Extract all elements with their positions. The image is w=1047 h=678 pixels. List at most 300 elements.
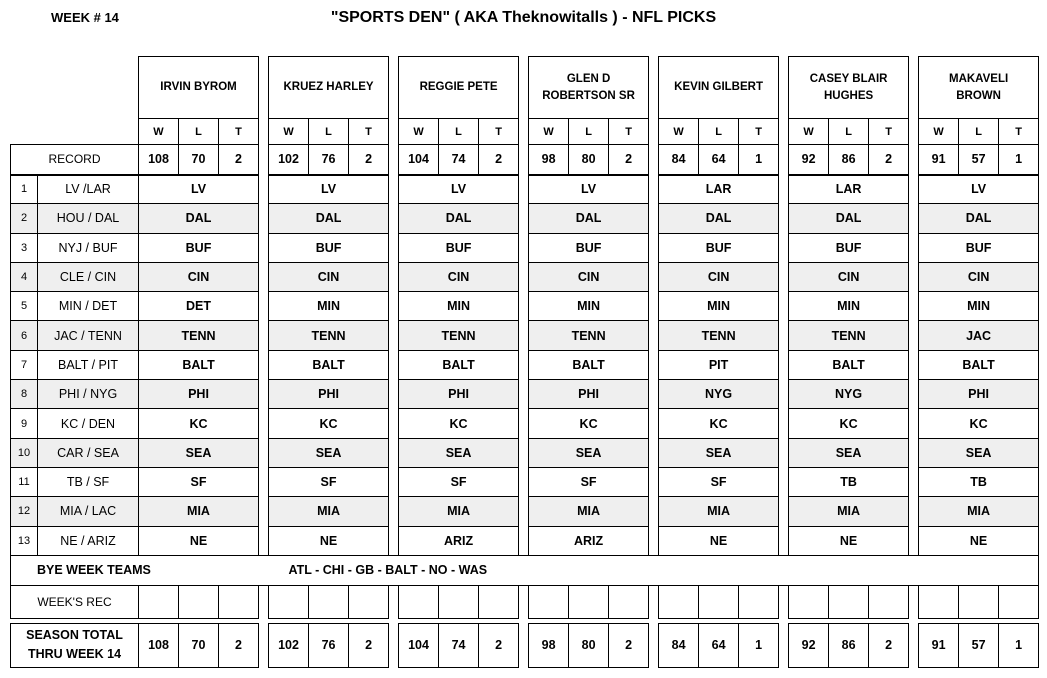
column-divider	[649, 204, 659, 233]
pick-cell: BUF	[659, 233, 779, 262]
pick-cell: NYG	[659, 380, 779, 409]
pick-cell: SF	[269, 467, 389, 496]
bye-week-label: BYE WEEK TEAMS	[11, 555, 139, 585]
column-divider	[649, 380, 659, 409]
game-matchup: MIN / DET	[38, 292, 139, 321]
column-divider	[779, 526, 789, 555]
column-divider	[519, 204, 529, 233]
weeks-rec-cell	[959, 585, 999, 618]
wlt-header: W	[789, 119, 829, 145]
game-matchup: NE / ARIZ	[38, 526, 139, 555]
column-divider	[389, 145, 399, 175]
season-total-value: 91	[919, 623, 959, 667]
pick-cell: MIA	[659, 497, 779, 526]
week-number: WEEK # 14	[51, 10, 119, 25]
pick-cell: MIN	[919, 292, 1039, 321]
season-total-value: 2	[479, 623, 519, 667]
column-divider	[389, 409, 399, 438]
pick-cell: TB	[919, 467, 1039, 496]
weeks-rec-cell	[399, 585, 439, 618]
game-number: 8	[11, 380, 38, 409]
pick-cell: NE	[139, 526, 259, 555]
weeks-rec-cell	[349, 585, 389, 618]
wlt-header: T	[869, 119, 909, 145]
pick-cell: KC	[399, 409, 519, 438]
column-divider	[649, 467, 659, 496]
column-divider	[779, 467, 789, 496]
column-divider	[779, 145, 789, 175]
column-divider	[259, 175, 269, 204]
weeks-rec-cell	[479, 585, 519, 618]
season-total-value: 2	[349, 623, 389, 667]
pick-cell: DAL	[399, 204, 519, 233]
column-divider	[779, 497, 789, 526]
column-divider	[519, 467, 529, 496]
pick-cell: DET	[139, 292, 259, 321]
column-divider	[259, 497, 269, 526]
pick-cell: CIN	[399, 262, 519, 291]
pick-cell: MIA	[399, 497, 519, 526]
season-total-value: 102	[269, 623, 309, 667]
weeks-rec-cell	[829, 585, 869, 618]
column-divider	[389, 204, 399, 233]
wlt-header: L	[569, 119, 609, 145]
column-divider	[519, 321, 529, 350]
column-divider	[779, 623, 789, 667]
pick-cell: KC	[919, 409, 1039, 438]
column-divider	[779, 438, 789, 467]
column-divider	[649, 119, 659, 145]
player-name-7: MAKAVELI BROWN	[919, 57, 1039, 119]
wlt-header: W	[269, 119, 309, 145]
column-divider	[909, 585, 919, 618]
season-total-value: 2	[219, 623, 259, 667]
wlt-header: L	[959, 119, 999, 145]
record-value: 70	[179, 145, 219, 175]
pick-cell: DAL	[139, 204, 259, 233]
column-divider	[779, 175, 789, 204]
pick-cell: MIN	[659, 292, 779, 321]
record-value: 2	[219, 145, 259, 175]
column-divider	[649, 292, 659, 321]
pick-cell: LV	[139, 175, 259, 204]
column-divider	[649, 526, 659, 555]
column-divider	[649, 262, 659, 291]
column-divider	[389, 623, 399, 667]
column-divider	[519, 233, 529, 262]
column-divider	[779, 233, 789, 262]
pick-cell: NYG	[789, 380, 909, 409]
record-value: 80	[569, 145, 609, 175]
game-matchup: CLE / CIN	[38, 262, 139, 291]
player-name-4: GLEN D ROBERTSON SR	[529, 57, 649, 119]
column-divider	[519, 175, 529, 204]
game-number: 1	[11, 175, 38, 204]
column-divider	[909, 623, 919, 667]
wlt-header: W	[139, 119, 179, 145]
weeks-rec-cell	[269, 585, 309, 618]
column-divider	[649, 350, 659, 379]
pick-cell: MIN	[529, 292, 649, 321]
record-value: 76	[309, 145, 349, 175]
pick-cell: DAL	[659, 204, 779, 233]
wlt-header: T	[999, 119, 1039, 145]
column-divider	[389, 321, 399, 350]
season-total-value: 57	[959, 623, 999, 667]
column-divider	[259, 409, 269, 438]
pick-cell: PHI	[399, 380, 519, 409]
column-divider	[779, 57, 789, 119]
pick-cell: MIN	[399, 292, 519, 321]
season-total-value: 86	[829, 623, 869, 667]
weeks-rec-cell	[739, 585, 779, 618]
pick-cell: CIN	[269, 262, 389, 291]
pick-cell: SEA	[919, 438, 1039, 467]
pick-cell: PHI	[919, 380, 1039, 409]
season-total-value: 104	[399, 623, 439, 667]
column-divider	[259, 526, 269, 555]
column-divider	[909, 119, 919, 145]
wlt-header: T	[219, 119, 259, 145]
record-label: RECORD	[11, 145, 139, 175]
game-number: 11	[11, 467, 38, 496]
wlt-header: W	[399, 119, 439, 145]
page-title: "SPORTS DEN" ( AKA Theknowitalls ) - NFL PICKS	[330, 9, 717, 26]
record-value: 1	[999, 145, 1039, 175]
column-divider	[649, 145, 659, 175]
wlt-header: T	[349, 119, 389, 145]
column-divider	[389, 585, 399, 618]
game-matchup: LV /LAR	[38, 175, 139, 204]
pick-cell: NE	[789, 526, 909, 555]
weeks-rec-cell	[869, 585, 909, 618]
game-number: 10	[11, 438, 38, 467]
pick-cell: LV	[529, 175, 649, 204]
column-divider	[259, 292, 269, 321]
season-total-value: 108	[139, 623, 179, 667]
pick-cell: DAL	[529, 204, 649, 233]
column-divider	[389, 57, 399, 119]
record-value: 2	[349, 145, 389, 175]
pick-cell: NE	[919, 526, 1039, 555]
column-divider	[259, 262, 269, 291]
column-divider	[259, 204, 269, 233]
pick-cell: MIN	[789, 292, 909, 321]
column-divider	[909, 292, 919, 321]
weeks-rec-cell	[999, 585, 1039, 618]
pick-cell: LV	[919, 175, 1039, 204]
game-number: 4	[11, 262, 38, 291]
wlt-header: T	[609, 119, 649, 145]
pick-cell: DAL	[269, 204, 389, 233]
weeks-rec-cell	[699, 585, 739, 618]
column-divider	[909, 467, 919, 496]
game-matchup: HOU / DAL	[38, 204, 139, 233]
pick-cell: BUF	[399, 233, 519, 262]
pick-cell: KC	[269, 409, 389, 438]
pick-cell: KC	[659, 409, 779, 438]
record-value: 1	[739, 145, 779, 175]
pick-cell: BALT	[529, 350, 649, 379]
column-divider	[779, 585, 789, 618]
column-divider	[649, 409, 659, 438]
column-divider	[259, 233, 269, 262]
pick-cell: BALT	[269, 350, 389, 379]
game-number: 7	[11, 350, 38, 379]
game-matchup: NYJ / BUF	[38, 233, 139, 262]
column-divider	[649, 175, 659, 204]
pick-cell: SEA	[789, 438, 909, 467]
pick-cell: LAR	[659, 175, 779, 204]
pick-cell: TB	[789, 467, 909, 496]
column-divider	[519, 380, 529, 409]
pick-cell: DAL	[919, 204, 1039, 233]
pick-cell: CIN	[789, 262, 909, 291]
player-name-1: IRVIN BYROM	[139, 57, 259, 119]
pick-cell: PHI	[139, 380, 259, 409]
game-number: 3	[11, 233, 38, 262]
column-divider	[649, 585, 659, 618]
column-divider	[259, 119, 269, 145]
pick-cell: SF	[399, 467, 519, 496]
wlt-header: T	[739, 119, 779, 145]
column-divider	[519, 262, 529, 291]
column-divider	[909, 233, 919, 262]
pick-cell: NE	[659, 526, 779, 555]
pick-cell: PHI	[529, 380, 649, 409]
game-matchup: MIA / LAC	[38, 497, 139, 526]
column-divider	[649, 497, 659, 526]
column-divider	[779, 292, 789, 321]
column-divider	[779, 409, 789, 438]
column-divider	[389, 175, 399, 204]
column-divider	[389, 467, 399, 496]
pick-cell: BALT	[399, 350, 519, 379]
season-total-value: 74	[439, 623, 479, 667]
bye-week-teams: ATL - CHI - GB - BALT - NO - WAS	[139, 555, 1039, 585]
pick-cell: SF	[529, 467, 649, 496]
pick-cell: NE	[269, 526, 389, 555]
column-divider	[259, 623, 269, 667]
pick-cell: CIN	[139, 262, 259, 291]
column-divider	[909, 204, 919, 233]
column-divider	[649, 438, 659, 467]
pick-cell: MIN	[269, 292, 389, 321]
column-divider	[519, 350, 529, 379]
column-divider	[649, 57, 659, 119]
weeks-rec-cell	[609, 585, 649, 618]
pick-cell: PIT	[659, 350, 779, 379]
player-name-6: CASEY BLAIR HUGHES	[789, 57, 909, 119]
column-divider	[519, 623, 529, 667]
weeks-rec-cell	[659, 585, 699, 618]
column-divider	[519, 119, 529, 145]
wlt-header: L	[309, 119, 349, 145]
game-matchup: JAC / TENN	[38, 321, 139, 350]
column-divider	[519, 145, 529, 175]
game-matchup: PHI / NYG	[38, 380, 139, 409]
column-divider	[389, 350, 399, 379]
pick-cell: MIA	[269, 497, 389, 526]
column-divider	[909, 321, 919, 350]
pick-cell: KC	[789, 409, 909, 438]
column-divider	[519, 526, 529, 555]
column-divider	[389, 497, 399, 526]
record-value: 84	[659, 145, 699, 175]
weeks-rec-cell	[529, 585, 569, 618]
column-divider	[519, 292, 529, 321]
pick-cell: MIA	[529, 497, 649, 526]
pick-cell: BALT	[139, 350, 259, 379]
record-value: 2	[479, 145, 519, 175]
column-divider	[519, 497, 529, 526]
pick-cell: TENN	[399, 321, 519, 350]
pick-cell: BALT	[789, 350, 909, 379]
pick-cell: TENN	[529, 321, 649, 350]
pick-cell: CIN	[659, 262, 779, 291]
column-divider	[389, 233, 399, 262]
column-divider	[259, 467, 269, 496]
game-matchup: BALT / PIT	[38, 350, 139, 379]
season-total-value: 84	[659, 623, 699, 667]
pick-cell: TENN	[139, 321, 259, 350]
season-total-value: 64	[699, 623, 739, 667]
pick-cell: BUF	[919, 233, 1039, 262]
game-number: 2	[11, 204, 38, 233]
column-divider	[519, 438, 529, 467]
season-total-value: 92	[789, 623, 829, 667]
column-divider	[389, 438, 399, 467]
pick-cell: DAL	[789, 204, 909, 233]
weeks-rec-cell	[219, 585, 259, 618]
pick-cell: ARIZ	[529, 526, 649, 555]
wlt-header: L	[179, 119, 219, 145]
column-divider	[779, 262, 789, 291]
pick-cell: BUF	[139, 233, 259, 262]
wlt-header: L	[829, 119, 869, 145]
column-divider	[909, 409, 919, 438]
pick-cell: SF	[139, 467, 259, 496]
pick-cell: MIA	[139, 497, 259, 526]
season-total-value: 2	[869, 623, 909, 667]
pick-cell: SEA	[399, 438, 519, 467]
weeks-rec-cell	[139, 585, 179, 618]
column-divider	[649, 233, 659, 262]
column-divider	[389, 262, 399, 291]
weeks-rec-cell	[439, 585, 479, 618]
column-divider	[389, 380, 399, 409]
picks-table	[10, 56, 1039, 668]
column-divider	[389, 526, 399, 555]
game-number: 13	[11, 526, 38, 555]
pick-cell: MIA	[789, 497, 909, 526]
column-divider	[909, 57, 919, 119]
column-divider	[909, 145, 919, 175]
pick-cell: SF	[659, 467, 779, 496]
pick-cell: SEA	[139, 438, 259, 467]
player-name-5: KEVIN GILBERT	[659, 57, 779, 119]
record-value: 98	[529, 145, 569, 175]
player-name-2: KRUEZ HARLEY	[269, 57, 389, 119]
season-total-value: 2	[609, 623, 649, 667]
pick-cell: BUF	[529, 233, 649, 262]
column-divider	[909, 380, 919, 409]
weeks-rec-cell	[789, 585, 829, 618]
pick-cell: BALT	[919, 350, 1039, 379]
column-divider	[389, 119, 399, 145]
column-divider	[779, 119, 789, 145]
column-divider	[259, 350, 269, 379]
wlt-header: W	[659, 119, 699, 145]
game-number: 6	[11, 321, 38, 350]
column-divider	[909, 438, 919, 467]
column-divider	[259, 585, 269, 618]
column-divider	[259, 380, 269, 409]
record-value: 102	[269, 145, 309, 175]
pick-cell: BUF	[789, 233, 909, 262]
weeks-rec-cell	[569, 585, 609, 618]
pick-cell: KC	[139, 409, 259, 438]
pick-cell: SEA	[269, 438, 389, 467]
pick-cell: TENN	[269, 321, 389, 350]
pick-cell: KC	[529, 409, 649, 438]
season-total-value: 80	[569, 623, 609, 667]
column-divider	[519, 409, 529, 438]
game-matchup: CAR / SEA	[38, 438, 139, 467]
column-divider	[649, 623, 659, 667]
pick-cell: TENN	[659, 321, 779, 350]
player-name-3: REGGIE PETE	[399, 57, 519, 119]
pick-cell: SEA	[529, 438, 649, 467]
season-total-value: 70	[179, 623, 219, 667]
record-value: 2	[609, 145, 649, 175]
record-value: 108	[139, 145, 179, 175]
wlt-header: L	[439, 119, 479, 145]
game-matchup: TB / SF	[38, 467, 139, 496]
pick-cell: LV	[269, 175, 389, 204]
column-divider	[909, 526, 919, 555]
column-divider	[909, 350, 919, 379]
column-divider	[909, 175, 919, 204]
column-divider	[519, 57, 529, 119]
column-divider	[649, 321, 659, 350]
record-value: 104	[399, 145, 439, 175]
wlt-header: W	[529, 119, 569, 145]
header-blank	[11, 57, 139, 145]
pick-cell: ARIZ	[399, 526, 519, 555]
record-value: 91	[919, 145, 959, 175]
weeks-rec-label: WEEK'S REC	[11, 585, 139, 618]
pick-cell: LAR	[789, 175, 909, 204]
column-divider	[779, 350, 789, 379]
record-value: 86	[829, 145, 869, 175]
column-divider	[259, 57, 269, 119]
pick-cell: CIN	[529, 262, 649, 291]
column-divider	[389, 292, 399, 321]
weeks-rec-cell	[179, 585, 219, 618]
column-divider	[259, 145, 269, 175]
wlt-header: L	[699, 119, 739, 145]
record-value: 92	[789, 145, 829, 175]
season-total-value: 1	[999, 623, 1039, 667]
pick-cell: JAC	[919, 321, 1039, 350]
game-matchup: KC / DEN	[38, 409, 139, 438]
wlt-header: T	[479, 119, 519, 145]
column-divider	[779, 321, 789, 350]
pick-cell: BUF	[269, 233, 389, 262]
record-value: 2	[869, 145, 909, 175]
column-divider	[779, 204, 789, 233]
